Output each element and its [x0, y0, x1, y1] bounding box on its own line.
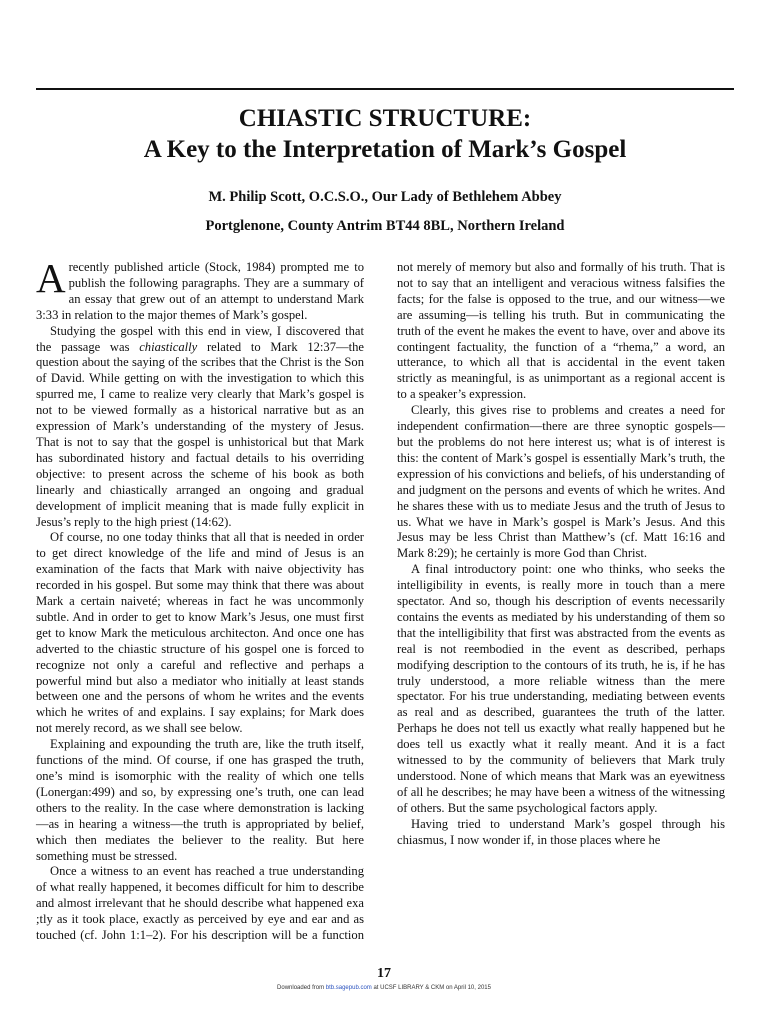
paragraph-4-p4: Explaining and expounding the truth are, like the truth itself, functions of the mind. Of course, if one has grasped the truth, one’s mind is isomorphic with the reality of which one tells (Lonergan:499) and so, by expressing one’s truth, one can lead others to the reality. In the case where demonstration is lacking—as in hearing a witness—the truth is appropriated by belief, which then mediates the believer to the reality. But here something must be stressed. [36, 737, 364, 863]
paragraph-3 [36, 530, 364, 737]
paragraph-7-p7: A final introductory point: one who thinks, who seeks the intelligibility in events, is really more in touch than a mere spectator. And so, though his description of events necessarily contains the events as mediated by his understanding of them so that the intelligibility that first was abstracted from the events as real is not reembodied in the event as described, perhaps modifying description to the contours of its truth, he is, if he has truly understood, a more reliable witness than the mere spectator. For his true understanding, mediating between events as real and as described, guarantees the truth of the latter. Perhaps he does not tell us exactly what really happened but he does tell us exactly what it really meant. And it is a fact witnessed to by the community of believers that Mark truly understood. None of which means that Mark was an eyewitness of all he describes; he may have been a witness of the witnessing of others. But the same psychological factors apply. [397, 562, 725, 815]
paragraph-5-part-1: Once a witness to an event has reached a true understanding of what really happened, it becomes difficult for him to describe and almost irrelevant that he should describe what happened exa ;tly as it took place, exactly as perceived by eye and ear and as touched (cf. John 1:1–2). For his description will be a function [36, 864, 364, 943]
paragraph-2-p2_em: chiastically [139, 339, 198, 354]
footer-link[interactable]: btb.sagepub.com [325, 985, 372, 991]
title-line-1: CHIASTIC STRUCTURE: [238, 105, 532, 132]
page-number: 17 [377, 966, 391, 981]
drop-cap: A [36, 255, 66, 301]
author-line: M. Philip Scott, O.C.S.O., Our Lady of Bethlehem Abbey [208, 189, 562, 205]
paragraph-1-p1: recently published article (Stock, 1984) prompted me to publish the following paragraphs. They are a summary of an essay that grew out of an attempt to understand Mark 3:33 in relation to the major themes of Mark’s gospel. [36, 260, 364, 322]
paragraph-4 [36, 737, 364, 864]
paragraph-1 [36, 255, 364, 324]
article-title [36, 103, 734, 165]
author-affiliation [36, 183, 734, 241]
left-column [36, 255, 364, 944]
paragraph-2-p2_b: related to Mark 12:37—the question about the saying of the scribes that the Christ is the Son of David. While getting on with the investigation to which this spurred me, I came to realize very clearly that Mark’s gospel is not to be viewed formally as a historical narrative but as an expression of Mark’s understanding of the mystery of Jesus. That is not to say that the gospel is unhistorical but that Mark has subordinated history and factual details to his overriding objective: to present across the scheme of his book as both linearly and chiastically arranged an ongoing and gradual development of implicit meaning that is made fully explicit in Jesus’s reply to the high priest (14:62). [36, 339, 364, 529]
address-line: Portglenone, County Antrim BT44 8BL, Northern Ireland [205, 218, 565, 234]
footer-prefix: Downloaded from [277, 985, 326, 991]
download-footer [0, 985, 768, 991]
paragraph-7 [397, 562, 725, 817]
paragraph-2-p2_a: Studying the gospel with this end in view, I discovered that the passage was [36, 323, 364, 354]
paragraph-3-p3: Of course, no one today thinks that all that is needed in order to get direct knowledge of the life and mind of Jesus is an examination of the facts that Mark with naive objectivity has recorded in his gospel. But some may think that there was about Mark a certain naiveté; whereas in fact he was uncommonly subtle. And in order to get to know Mark’s Jesus, one must first get to know Mark the meticulous architecton. And once one has adverted to the chiastic structure of his gospel one is forced to recognize not only a careful and reflective and perhaps a powerful mind but also a mediator who initially at least stands between one and the persons of whom he writes and the events which he writes of and explains. I say explains; for Mark does not merely record, as we shall see below. [36, 530, 364, 736]
paragraph-6-p6: Clearly, this gives rise to problems and creates a need for independent confirmation—there are three synoptic gospels—but the problems do not here interest us; what is of interest is this: the content of Mark’s gospel is essentially Mark’s truth, the expression of his convictions and beliefs, of his understanding of and judgment on the persons and events of which he writes. And he shares these with us to mediate Jesus and the truth of Jesus to us. What we have in Mark’s gospel is Mark’s Jesus. And this Jesus may be less Christ than Matthew’s (cf. Matt 16:16 and Mark 8:29); he certainly is more God than Christ. [397, 403, 725, 561]
paragraph-2 [36, 324, 364, 531]
right-column [397, 260, 725, 849]
paragraph-6 [397, 403, 725, 562]
top-rule [36, 88, 734, 90]
title-line-2: A Key to the Interpretation of Mark’s Gospel [143, 136, 627, 163]
paragraph-8-p8: Having tried to understand Mark’s gospel through his chiasmus, I now wonder if, in those places where he [397, 816, 725, 847]
paragraph-8 [397, 817, 725, 849]
paragraph-5-continued: not merely of memory but also and formally of his truth. That is not to say that an intelligent and veracious witness falsifies the facts; for the false is opposed to the true, and our witness—we are assuming—is telling his truth. But in communicating the truth of the event he makes the event to have, over and above its contingent factuality, the function of a “rhema,” a word, an utterance, to which all that is accidental in the event taken strictly as meaningful, is as unimportant as a regional accent is to a speaker’s expression. [397, 260, 725, 402]
paragraph-5 [36, 864, 364, 944]
footer-suffix: at UCSF LIBRARY & CKM on April 10, 2015 [371, 985, 491, 991]
